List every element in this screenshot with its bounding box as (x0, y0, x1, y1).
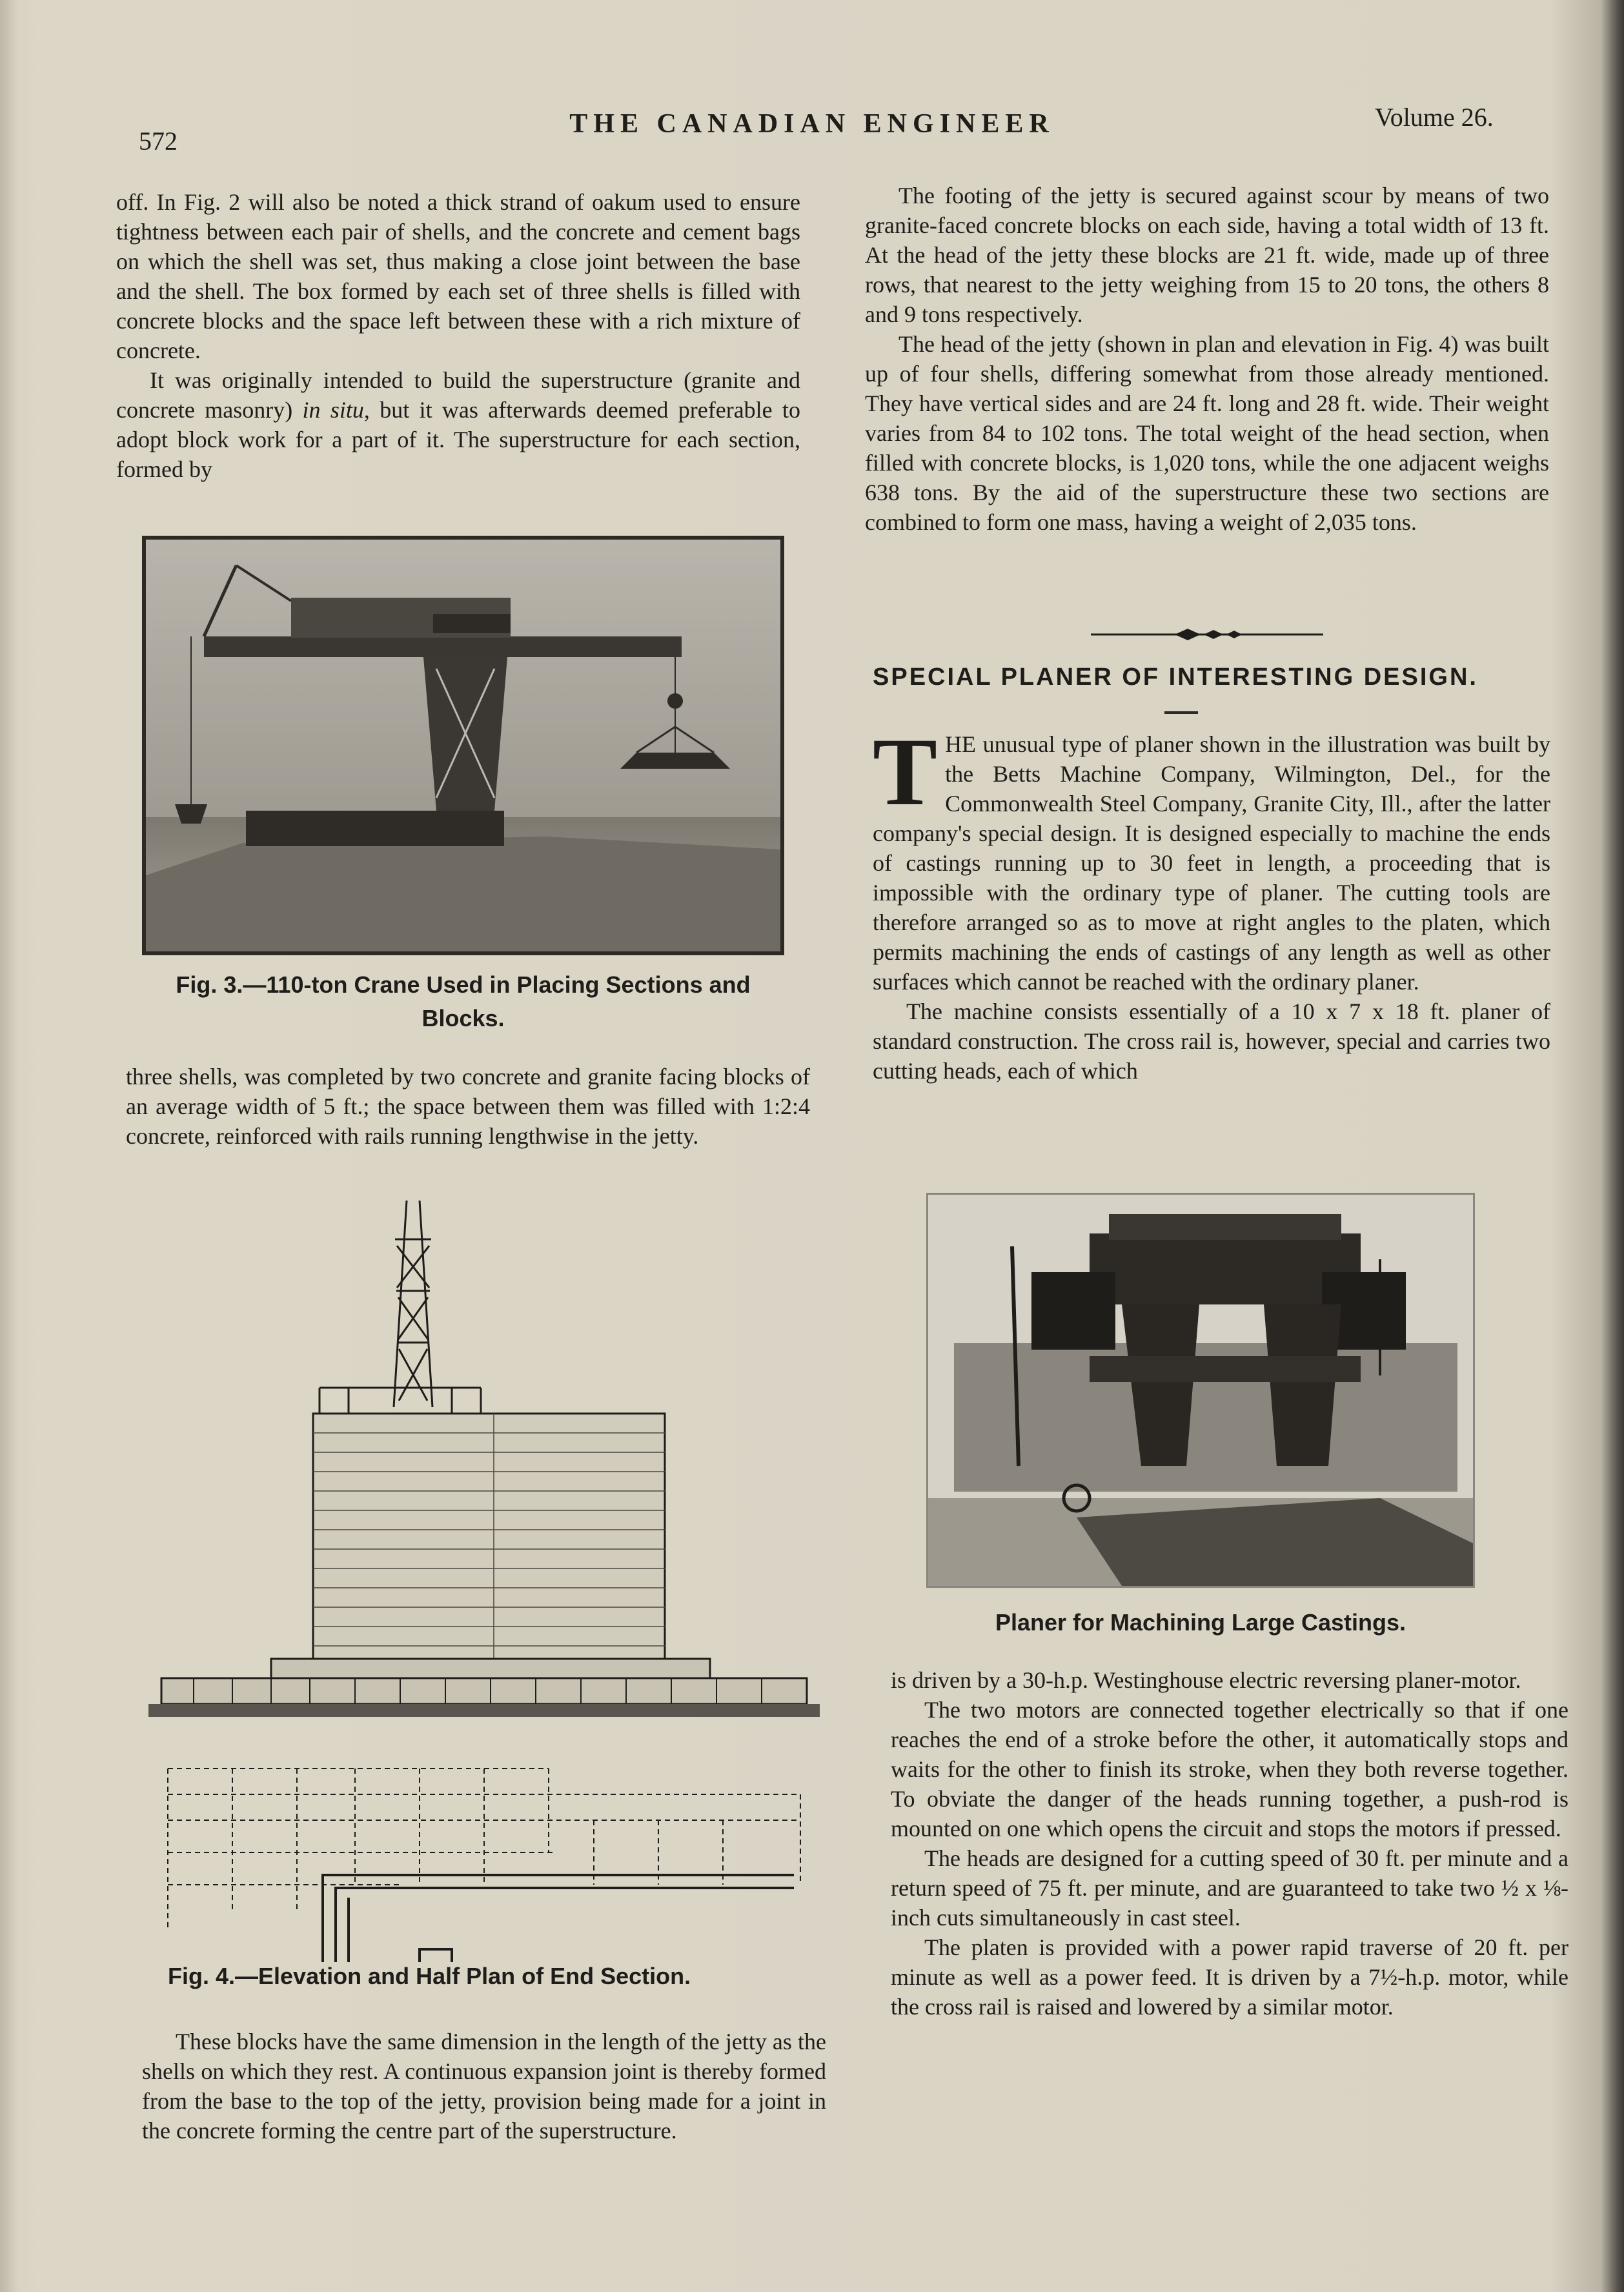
left-column-middle (126, 1062, 810, 1151)
fig4-elevation-plan-diagram (142, 1188, 826, 1962)
right-para-6: The two motors are connected together electrically so that if one reaches the end of a stroke before the other, it automatically stops and waits for the other to finish its stroke, when they both reverse together. To obviate the danger of the heads running together, a push-rod is mounted on one which opens the circuit and stops the motors if pressed. (891, 1697, 1568, 1841)
planer-caption: Planer for Machining Large Castings. (995, 1609, 1406, 1636)
right-para-4: The machine consists essentially of a 10 x 7 x 18 ft. planer of standard construction. The cross rail is, however, special and carries two cutting heads, each of which (873, 999, 1550, 1084)
right-para-8: The platen is provided with a power rapid traverse of 20 ft. per minute as well as a power feed. It is driven by a 7½-h.p. motor, while the cross rail is raised and lowered by a similar motor. (891, 1934, 1568, 2020)
right-para-2: The head of the jetty (shown in plan and elevation in Fig. 4) was built up of four shells, differing somewhat from those already mentioned. They have vertical sides and are 24 ft. long and 28 ft. wide. Their weight varies from 84 to 102 tons. The total weight of the head section, when filled with concrete blocks, is 1,020 tons, while the one adjacent weighs 638 tons. By the aid of the superstructure these two sections are combined to form one mass, having a weight of 2,035 tons. (865, 331, 1549, 535)
right-para-7: The heads are designed for a cutting speed of 30 ft. per minute and a return speed of 75 ft. per minute, and are guaranteed to take two ½ x ⅛-inch cuts simultaneously in cast steel. (891, 1845, 1568, 1931)
right-para-5: is driven by a 30-h.p. Westinghouse electric reversing planer-motor. (891, 1667, 1521, 1693)
right-column-article (873, 718, 1550, 1086)
planer-illustration (928, 1195, 1473, 1586)
crane-illustration (146, 540, 780, 951)
right-para-3 (873, 718, 1550, 997)
left-para-1: off. In Fig. 2 will also be noted a thick strand of oakum used to ensure tightness between each pair of shells, and the concrete and cement bags on which the shell was set, thus making a close joint between the base and the shell. The box formed by each set of three shells is filled with concrete blocks and the space left between these with a rich mixture of concrete. (116, 189, 800, 363)
right-para-1: The footing of the jetty is secured against scour by means of two granite-faced concrete blocks on each side, having a total width of 13 ft. At the head of the jetty these blocks are 21 ft. wide, made up of three rows, that nearest to the jetty weighing from 15 to 20 tons, the others 8 and 9 tons respectively. (865, 183, 1549, 327)
left-para-2 (116, 365, 800, 484)
left-para-4: These blocks have the same dimension in the length of the jetty as the shells on which they rest. A continuous expansion joint is thereby formed from the base to the top of the jetty, provision being made for a joint in the concrete forming the centre part of the superstructure. (142, 2029, 826, 2144)
left-para-3: three shells, was completed by two concrete and granite facing blocks of an average width of 5 ft.; the space between them was filled with 1:2:4 concrete, reinforced with rails running lengthwise in the jetty. (126, 1064, 810, 1149)
fig3-crane-photo (142, 536, 784, 955)
journal-title: THE CANADIAN ENGINEER (569, 109, 1055, 139)
left-para-2-part2: , but it was afterwards deemed preferable to adopt block work for a part of it. The superstructure for each section, formed by (116, 397, 800, 482)
article-heading: SPECIAL PLANER OF INTERESTING DESIGN. (873, 664, 1478, 691)
heading-rule (1164, 711, 1198, 714)
left-para-2-part1: It was originally intended to build the superstructure (granite and concrete masonry) (116, 367, 800, 423)
fig4-caption: Fig. 4.—Elevation and Half Plan of End Section. (168, 1963, 691, 1989)
right-column-top (865, 181, 1549, 537)
fig3-caption: Fig. 3.—110-ton Crane Used in Placing Sections and Blocks. (176, 971, 751, 1031)
left-column-top (116, 187, 800, 484)
drop-cap: T (873, 718, 938, 826)
page-number: 572 (139, 127, 178, 156)
left-para-2-italic: in situ (302, 397, 364, 423)
volume-label: Volume 26. (1375, 103, 1494, 132)
left-column-bottom (142, 2027, 826, 2145)
planer-photo (926, 1193, 1475, 1588)
right-para-3-text: HE unusual type of planer shown in the illustration was built by the Betts Machine Company, Wilmington, Del., for the Commonwealth Steel Company, Granite City, Ill., after the latter company's special design. It is designed especially to machine the ends of castings running up to 30 feet in length, a proceeding that is impossible with the ordinary type of planer. The cutting tools are therefore arranged so as to move at right angles to the platen, which permits machining the ends of castings of any length as well as other surfaces which cannot be reached with the ordinary planer. (873, 731, 1550, 995)
right-column-bottom (891, 1665, 1568, 2022)
ornamental-divider (1091, 625, 1323, 644)
